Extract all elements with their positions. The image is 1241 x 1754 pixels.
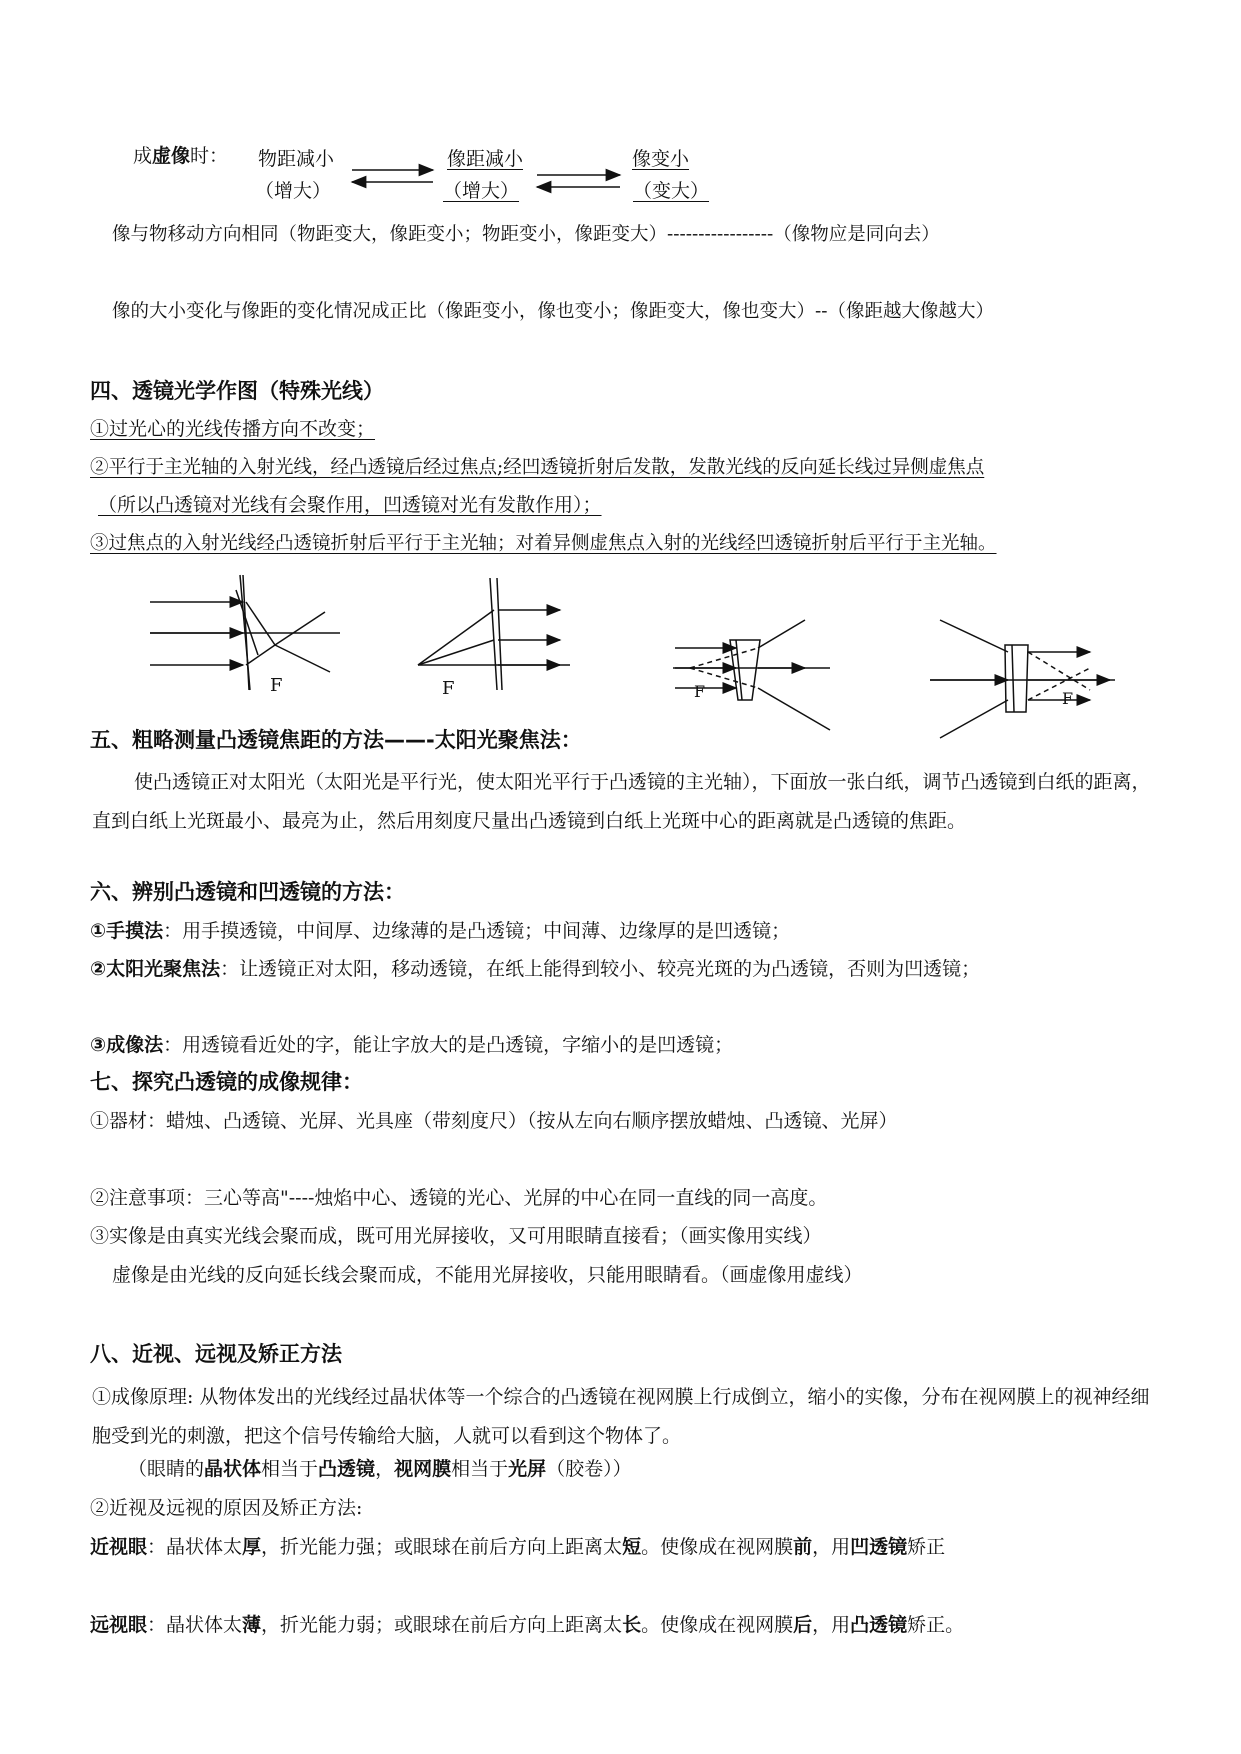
section5-title: 五、粗略测量凸透镜焦距的方法——-太阳光聚焦法： <box>90 728 582 752</box>
focus-label-2: F <box>442 678 455 699</box>
section5-body <box>92 763 1152 841</box>
myopia-b2: 短 <box>622 1536 642 1558</box>
myopia-b4: 凹透镜 <box>850 1536 908 1558</box>
section4-title: 四、透镜光学作图（特殊光线） <box>90 379 384 403</box>
hyperopia-b2: 长 <box>622 1614 642 1636</box>
myopia-t1: ：晶状体太 <box>147 1536 243 1558</box>
myopia-b1: 厚 <box>242 1536 262 1558</box>
virtual-label-bold: 虚像 <box>152 145 191 167</box>
hyperopia-t1: ：晶状体太 <box>147 1614 243 1636</box>
virtual-col2-bottom: （增大） <box>443 180 520 202</box>
virtual-col1-bottom: （增大） <box>255 180 332 202</box>
section6-item2-text: ：让透镜正对太阳，移动透镜，在纸上能得到较小、较亮光斑的为凸透镜，否则为凹透镜； <box>220 958 981 980</box>
eye-retina-term: 视网膜 <box>394 1458 452 1480</box>
hyperopia-b3: 后 <box>793 1614 813 1636</box>
section6-item3-text: ：用透镜看近处的字，能让字放大的是凸透镜，字缩小的是凹透镜； <box>163 1034 734 1056</box>
eye-screen-term: 光屏 <box>508 1458 547 1480</box>
same-direction-line: 像与物移动方向相同（物距变大，像距变小；物距变小，像距变大）-----------------（像物应是同向去） <box>112 224 940 245</box>
virtual-col3-top: 像变小 <box>632 148 690 170</box>
section6-item3-label: ③成像法 <box>90 1034 164 1056</box>
diagram-convex-parallel <box>150 575 340 690</box>
section7-item3: ③实像是由真实光线会聚而成，既可用光屏接收，又可用眼睛直接看；（画实像用实线） <box>90 1225 822 1247</box>
section6-item1-label: ①手摸法 <box>90 920 164 942</box>
diagram-concave-focus <box>930 620 1115 738</box>
diagram-concave-parallel <box>673 620 830 730</box>
size-relation-line: 像的大小变化与像距的变化情况成正比（像距变小，像也变小；像距变大，像也变大）--（像距越大像越大） <box>112 301 995 322</box>
focus-label-3: F <box>694 682 706 701</box>
virtual-label-post: 时： <box>190 145 229 167</box>
section6-title: 六、辨别凸透镜和凹透镜的方法： <box>90 880 405 904</box>
hyperopia-t3: 。使像成在视网膜 <box>641 1614 794 1636</box>
section7-item1: ①器材：蜡烛、凸透镜、光屏、光具座（带刻度尺）（按从左向右顺序摆放蜡烛、凸透镜、光屏） <box>90 1110 898 1132</box>
section7-item4: 虚像是由光线的反向延长线会聚而成，不能用光屏接收，只能用眼睛看。（画虚像用虚线） <box>112 1264 863 1286</box>
hyperopia-line <box>90 1614 964 1637</box>
eye-convex-term: 凸透镜 <box>318 1458 376 1480</box>
section5-body-text: 使凸透镜正对太阳光（太阳光是平行光，使太阳光平行于凸透镜的主光轴），下面放一张白纸，调节凸透镜到白纸的距离，直到白纸上光斑最小、最亮为止，然后用刻度尺量出凸透镜到白纸上光斑中心的距离就是凸透镜的焦距。 <box>92 771 1151 832</box>
section6-item2-label: ②太阳光聚焦法 <box>90 958 221 980</box>
section6-item1 <box>90 920 790 943</box>
hyperopia-t4: ，用 <box>812 1614 851 1636</box>
section6-item3 <box>90 1034 733 1057</box>
focus-label-1: F <box>270 675 283 696</box>
hyperopia-label: 远视眼 <box>90 1614 148 1636</box>
virtual-label-pre: 成 <box>133 145 153 167</box>
eye-mid1: 相当于 <box>261 1458 319 1480</box>
myopia-line <box>90 1536 945 1559</box>
virtual-col1-top: 物距减小 <box>258 148 335 170</box>
section4-item2: ②平行于主光轴的入射光线，经凸透镜后经过焦点;经凹透镜折射后发散，发散光线的反向延长线过异侧虚焦点 <box>90 457 985 478</box>
myopia-t3: 。使像成在视网膜 <box>641 1536 794 1558</box>
focus-label-4: F <box>1062 689 1074 708</box>
eye-mid3: 相当于 <box>451 1458 509 1480</box>
hyperopia-t5: 矫正。 <box>907 1614 965 1636</box>
section8-title: 八、近视、远视及矫正方法 <box>90 1342 342 1366</box>
hyperopia-b1: 薄 <box>242 1614 262 1636</box>
section8-item1 <box>92 1378 1152 1456</box>
myopia-t2: ，折光能力强；或眼球在前后方向上距离太 <box>261 1536 623 1558</box>
section4-item3: ③过焦点的入射光线经凸透镜折射后平行于主光轴；对着异侧虚焦点入射的光线经凹透镜折射后平行于主光轴。 <box>90 533 997 554</box>
myopia-label: 近视眼 <box>90 1536 148 1558</box>
section4-item1: ①过光心的光线传播方向不改变； <box>90 418 376 440</box>
eye-pre: （眼睛的 <box>128 1458 205 1480</box>
section8-eye-analogy <box>128 1458 632 1481</box>
myopia-t5: 矫正 <box>907 1536 946 1558</box>
section8-item2: ②近视及远视的原因及矫正方法: <box>90 1497 363 1519</box>
lens-diagrams <box>0 0 1241 760</box>
section4-item2b: （所以凸透镜对光线有会聚作用，凹透镜对光有发散作用）； <box>98 494 602 516</box>
virtual-col3-bottom: （变大） <box>633 180 710 202</box>
hyperopia-b4: 凸透镜 <box>850 1614 908 1636</box>
myopia-t4: ，用 <box>812 1536 851 1558</box>
myopia-b3: 前 <box>793 1536 813 1558</box>
section7-item2: ②注意事项：三心等高"----烛焰中心、透镜的光心、光屏的中心在同一直线的同一高度。 <box>90 1187 828 1209</box>
diagram-convex-focus <box>418 578 570 690</box>
eye-lens-term: 晶状体 <box>204 1458 262 1480</box>
virtual-col2-top: 像距减小 <box>447 148 524 170</box>
eye-post: （胶卷）） <box>546 1458 632 1480</box>
eye-mid2: ， <box>375 1458 395 1480</box>
section7-title: 七、探究凸透镜的成像规律： <box>90 1070 363 1094</box>
section6-item1-text: ：用手摸透镜，中间厚、边缘薄的是凸透镜；中间薄、边缘厚的是凹透镜； <box>163 920 791 942</box>
section6-item2 <box>90 958 980 981</box>
hyperopia-t2: ，折光能力弱；或眼球在前后方向上距离太 <box>261 1614 623 1636</box>
section8-item1-text: ①成像原理: 从物体发出的光线经过晶状体等一个综合的凸透镜在视网膜上行成倒立，缩小的实像，分布在视网膜上的视神经细胞受到光的刺激，把这个信号传输给大脑，人就可以看到这个物体了。 <box>92 1386 1150 1447</box>
